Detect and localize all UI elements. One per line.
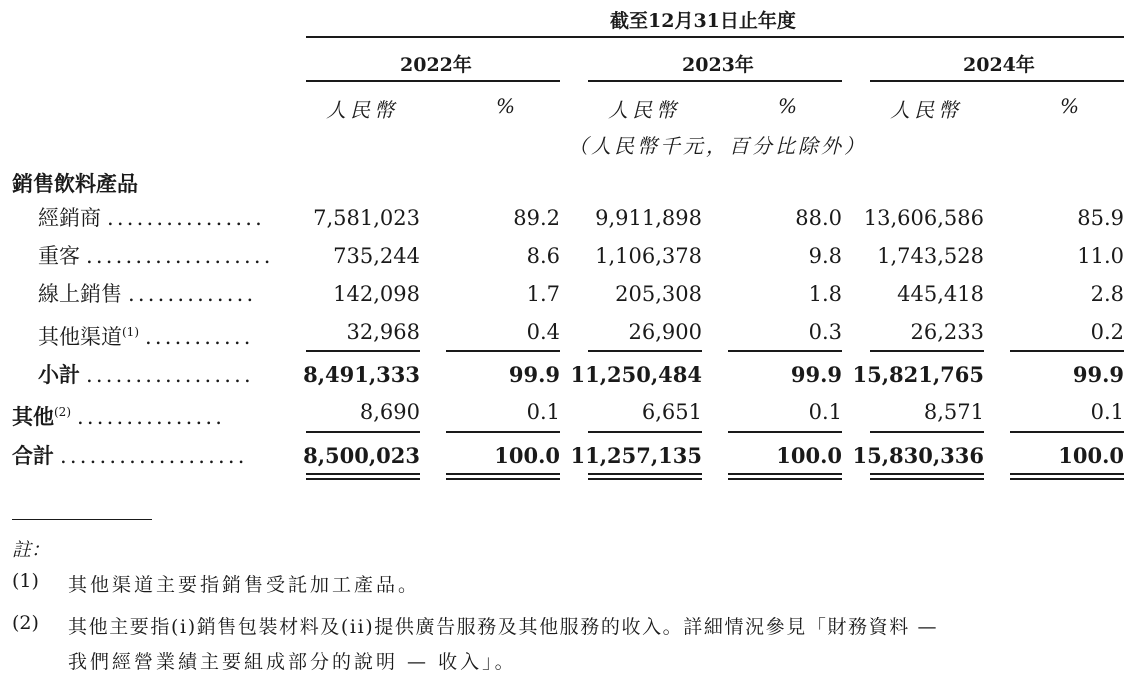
row-0-leader-dots: ................ bbox=[107, 206, 266, 230]
year-2022-header: 2022年 bbox=[400, 54, 472, 76]
period-rule bbox=[306, 36, 1124, 38]
year-2024-header: 2024年 bbox=[963, 54, 1035, 76]
row-1-v2022: 735,244 bbox=[333, 244, 420, 268]
row-0-v2022: 7,581,023 bbox=[313, 206, 420, 230]
total-dbl-rule2-2023-pct bbox=[728, 478, 842, 480]
row-3-p2024: 0.2 bbox=[1090, 320, 1124, 344]
subtotal-row-p2022: 99.9 bbox=[508, 362, 560, 387]
other-row-p2022: 0.1 bbox=[526, 400, 560, 424]
year-2024-rule bbox=[870, 80, 1124, 82]
subtotal-rule-2024-pct bbox=[1010, 350, 1124, 352]
row-0-p2024: 85.9 bbox=[1077, 206, 1124, 230]
total-row-v2023: 11,257,135 bbox=[570, 443, 702, 468]
row-2-leader-dots: ............. bbox=[128, 282, 257, 306]
row-1-label-text: 重客 bbox=[38, 244, 80, 268]
other-row-v2023: 6,651 bbox=[641, 400, 702, 424]
col-rmb-2022: 人民幣 bbox=[326, 98, 398, 122]
total-row-p2023: 100.0 bbox=[776, 443, 842, 468]
total-dbl-rule-2023-pct bbox=[728, 473, 842, 475]
subtotal-rule-2023-pct bbox=[728, 350, 842, 352]
total-dbl-rule-2023-rmb bbox=[588, 473, 702, 475]
other-row-v2022: 8,690 bbox=[359, 400, 420, 424]
total-row-label bbox=[12, 441, 248, 471]
total-top-rule-2024-pct bbox=[1010, 431, 1124, 433]
subtotal-row-p2024: 99.9 bbox=[1072, 362, 1124, 387]
row-3-leader-dots: ........... bbox=[145, 325, 254, 349]
total-dbl-rule-2022-pct bbox=[446, 473, 560, 475]
total-dbl-rule-2024-pct bbox=[1010, 473, 1124, 475]
row-3-p2022: 0.4 bbox=[526, 320, 560, 344]
row-3-label-text: 其他渠道 bbox=[38, 325, 122, 349]
total-row-v2022: 8,500,023 bbox=[303, 443, 420, 468]
row-0-label-text: 經銷商 bbox=[38, 206, 101, 230]
total-row-p2024: 100.0 bbox=[1058, 443, 1124, 468]
total-row-v2024: 15,830,336 bbox=[852, 443, 984, 468]
total-top-rule-2022-rmb bbox=[306, 431, 420, 433]
col-rmb-2024: 人民幣 bbox=[890, 98, 962, 122]
note-1-text: 其他渠道主要指銷售受託加工產品。 bbox=[68, 574, 421, 596]
year-2022-rule bbox=[306, 80, 560, 82]
total-top-rule-2023-pct bbox=[728, 431, 842, 433]
total-top-rule-2022-pct bbox=[446, 431, 560, 433]
note-2-text-cont: 我們經營業績主要組成部分的說明 — 收入」。 bbox=[68, 651, 517, 673]
row-0-p2022: 89.2 bbox=[513, 206, 560, 230]
row-2-p2023: 1.8 bbox=[808, 282, 842, 306]
total-row-leader-dots: ................... bbox=[60, 444, 248, 468]
subtotal-rule-2022-pct bbox=[446, 350, 560, 352]
total-row-label-text: 合計 bbox=[12, 443, 54, 468]
row-2-v2024: 445,418 bbox=[897, 282, 984, 306]
subtotal-row-v2022: 8,491,333 bbox=[303, 362, 420, 387]
total-dbl-rule2-2022-rmb bbox=[306, 478, 420, 480]
row-2-p2024: 2.8 bbox=[1090, 282, 1124, 306]
row-1-label bbox=[38, 241, 274, 271]
col-pct-2022: % bbox=[496, 94, 520, 118]
row-1-p2022: 8.6 bbox=[526, 244, 560, 268]
row-3-p2023: 0.3 bbox=[808, 320, 842, 344]
other-row-leader-dots: ............... bbox=[77, 405, 226, 429]
year-2023-header: 2023年 bbox=[682, 54, 754, 76]
subtotal-row-label bbox=[38, 360, 254, 390]
other-row-p2023: 0.1 bbox=[808, 400, 842, 424]
other-row-v2024: 8,571 bbox=[923, 400, 984, 424]
row-0-v2023: 9,911,898 bbox=[595, 206, 702, 230]
subtotal-rule-2022-rmb bbox=[306, 350, 420, 352]
row-2-label-text: 線上銷售 bbox=[38, 282, 122, 306]
row-1-p2024: 11.0 bbox=[1077, 244, 1124, 268]
unit-note: （人民幣千元，百分比除外） bbox=[568, 134, 867, 158]
row-2-v2023: 205,308 bbox=[615, 282, 702, 306]
subtotal-row-v2023: 11,250,484 bbox=[570, 362, 702, 387]
subtotal-rule-2024-rmb bbox=[870, 350, 984, 352]
note-2-number: (2) bbox=[12, 612, 39, 634]
total-dbl-rule2-2024-pct bbox=[1010, 478, 1124, 480]
total-row-p2022: 100.0 bbox=[494, 443, 560, 468]
row-0-label bbox=[38, 203, 265, 233]
row-2-p2022: 1.7 bbox=[526, 282, 560, 306]
year-2023-rule bbox=[588, 80, 842, 82]
row-3-v2022: 32,968 bbox=[346, 320, 420, 344]
total-dbl-rule2-2022-pct bbox=[446, 478, 560, 480]
notes-heading: 註： bbox=[12, 539, 51, 561]
other-row-footnote-ref: (2) bbox=[54, 405, 71, 419]
row-2-label bbox=[38, 279, 256, 309]
row-3-v2024: 26,233 bbox=[910, 320, 984, 344]
total-dbl-rule2-2024-rmb bbox=[870, 478, 984, 480]
note-2-text: 其他主要指(i)銷售包裝材料及(ii)提供廣告服務及其他服務的收入。詳細情況參見「財務資料 — bbox=[68, 616, 939, 638]
other-row-p2024: 0.1 bbox=[1090, 400, 1124, 424]
subtotal-row-p2023: 99.9 bbox=[790, 362, 842, 387]
note-1-number: (1) bbox=[12, 570, 39, 592]
total-dbl-rule-2022-rmb bbox=[306, 473, 420, 475]
subtotal-row-v2024: 15,821,765 bbox=[852, 362, 984, 387]
col-rmb-2023: 人民幣 bbox=[608, 98, 680, 122]
total-top-rule-2024-rmb bbox=[870, 431, 984, 433]
row-3-footnote-ref: (1) bbox=[122, 325, 139, 339]
subtotal-rule-2023-rmb bbox=[588, 350, 702, 352]
subtotal-row-leader-dots: ................. bbox=[86, 363, 254, 387]
total-dbl-rule-2024-rmb bbox=[870, 473, 984, 475]
col-pct-2023: % bbox=[778, 94, 802, 118]
row-2-v2022: 142,098 bbox=[333, 282, 420, 306]
total-dbl-rule2-2023-rmb bbox=[588, 478, 702, 480]
col-pct-2024: % bbox=[1060, 94, 1084, 118]
period-header: 截至12月31日止年度 bbox=[610, 10, 796, 32]
notes-divider bbox=[12, 519, 152, 520]
row-1-p2023: 9.8 bbox=[808, 244, 842, 268]
row-3-v2023: 26,900 bbox=[628, 320, 702, 344]
row-3-label bbox=[38, 317, 254, 347]
subtotal-row-label-text: 小計 bbox=[38, 362, 80, 387]
row-0-p2023: 88.0 bbox=[795, 206, 842, 230]
total-top-rule-2023-rmb bbox=[588, 431, 702, 433]
row-0-v2024: 13,606,586 bbox=[863, 206, 984, 230]
row-1-leader-dots: ................... bbox=[86, 244, 274, 268]
row-1-v2023: 1,106,378 bbox=[595, 244, 702, 268]
section-title: 銷售飲料產品 bbox=[12, 171, 138, 196]
row-1-v2024: 1,743,528 bbox=[877, 244, 984, 268]
other-row-label-text: 其他 bbox=[12, 404, 54, 429]
other-row-label bbox=[12, 397, 225, 427]
